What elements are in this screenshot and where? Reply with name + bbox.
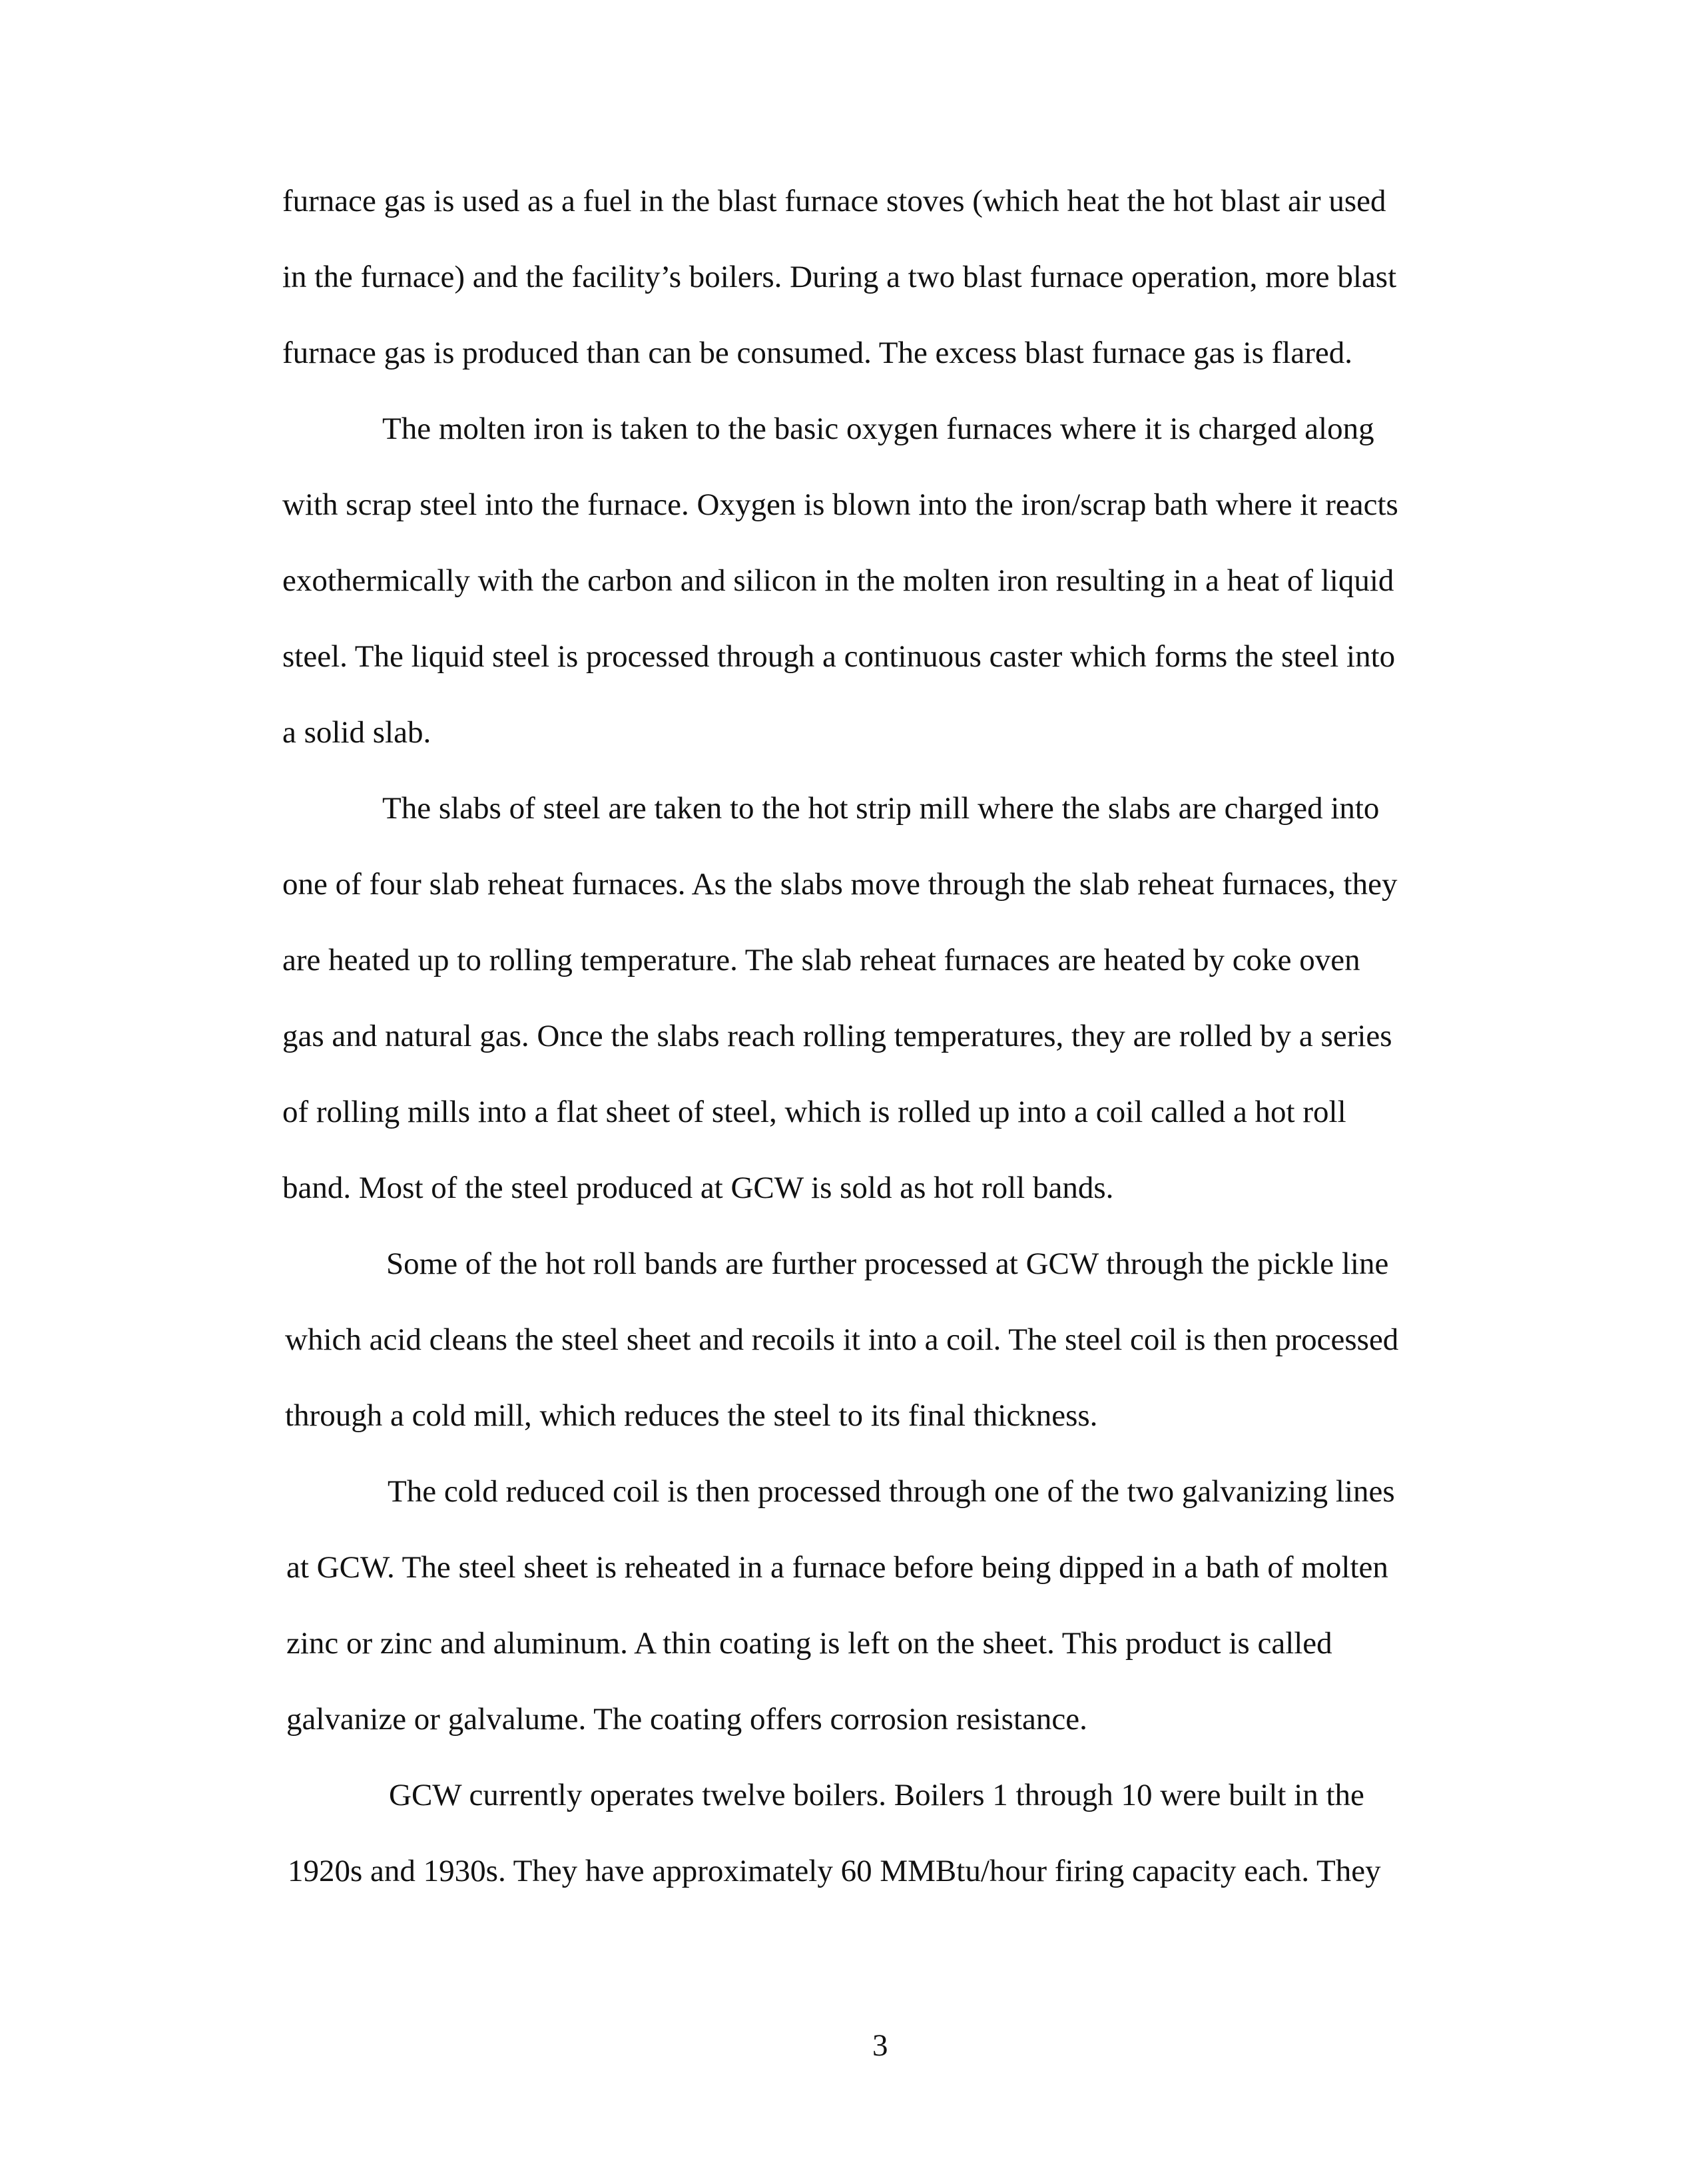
text-line: 1920s and 1930s. They have approximately 60 MMBtu/hour firing capacity each. They xyxy=(288,1854,1381,1888)
text-line: The molten iron is taken to the basic oxygen furnaces where it is charged along xyxy=(382,411,1374,446)
text-line: Some of the hot roll bands are further processed at GCW through the pickle line xyxy=(386,1246,1389,1281)
text-line: steel. The liquid steel is processed through a continuous caster which forms the steel into xyxy=(282,639,1396,674)
text-line: of rolling mills into a flat sheet of steel, which is rolled up into a coil called a hot roll xyxy=(282,1095,1346,1129)
text-line: a solid slab. xyxy=(282,715,431,750)
text-line: The cold reduced coil is then processed through one of the two galvanizing lines xyxy=(388,1474,1395,1509)
text-line: The slabs of steel are taken to the hot strip mill where the slabs are charged into xyxy=(382,791,1380,826)
text-line: at GCW. The steel sheet is reheated in a furnace before being dipped in a bath of molten xyxy=(286,1550,1388,1585)
text-line: with scrap steel into the furnace. Oxygen is blown into the iron/scrap bath where it reacts xyxy=(282,487,1398,522)
text-line: furnace gas is used as a fuel in the blast furnace stoves (which heat the hot blast air used xyxy=(282,184,1386,218)
text-line: furnace gas is produced than can be consumed. The excess blast furnace gas is flared. xyxy=(282,336,1352,370)
text-line: band. Most of the steel produced at GCW is sold as hot roll bands. xyxy=(282,1171,1114,1205)
text-line: through a cold mill, which reduces the steel to its final thickness. xyxy=(285,1398,1098,1433)
text-line: which acid cleans the steel sheet and recoils it into a coil. The steel coil is then processed xyxy=(285,1322,1399,1357)
text-line: in the furnace) and the facility’s boilers. During a two blast furnace operation, more blast xyxy=(282,260,1397,294)
text-line: zinc or zinc and aluminum. A thin coating is left on the sheet. This product is called xyxy=(286,1626,1332,1661)
text-line: galvanize or galvalume. The coating offers corrosion resistance. xyxy=(286,1702,1087,1737)
text-line: one of four slab reheat furnaces. As the slabs move through the slab reheat furnaces, they xyxy=(282,867,1398,902)
text-line: gas and natural gas. Once the slabs reach rolling temperatures, they are rolled by a series xyxy=(282,1019,1392,1053)
page-number: 3 xyxy=(872,2028,888,2063)
text-line: GCW currently operates twelve boilers. Boilers 1 through 10 were built in the xyxy=(389,1778,1364,1812)
text-line: are heated up to rolling temperature. The slab reheat furnaces are heated by coke oven xyxy=(282,943,1360,977)
text-line: exothermically with the carbon and silicon in the molten iron resulting in a heat of liquid xyxy=(282,563,1394,598)
